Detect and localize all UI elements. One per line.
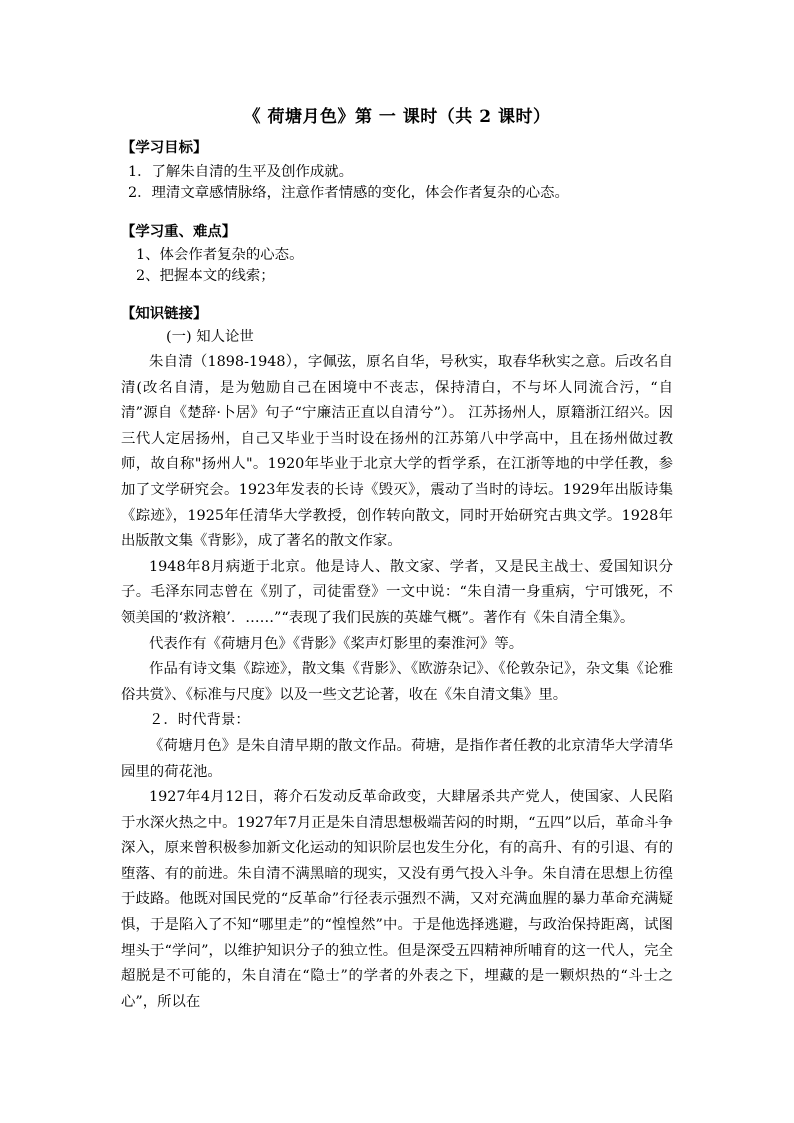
paragraph: 1948年8月病逝于北京。他是诗人、散文家、学者，又是民主战士、爱国知识分子。毛泽东同志曾在《别了，司徒雷登》一文中说：“朱自清一身重病，宁可饿死，不领美国的‘救济粮’．……”“表现了我们民族的英雄气概”。著作有《朱自清全集》。	[121, 558, 673, 626]
keypoint-item: 1、体会作者复杂的心态。	[136, 247, 304, 263]
objectives-heading: 【学习目标】	[121, 139, 208, 156]
document-body	[121, 350, 673, 1015]
keypoints-heading: 【学习重、难点】	[121, 223, 237, 240]
objective-item: 1．了解朱自清的生平及创作成就。	[128, 164, 354, 180]
keypoint-item: 2、把握本文的线索；	[136, 268, 275, 284]
document-title: 《 荷塘月色》第 一 课时（共 2 课时）	[243, 107, 551, 127]
paragraph: 朱自清（1898-1948），字佩弦，原名自华，号秋实，取春华秋实之意。后改名自清(改名自清，是为勉励自己在困境中不丧志，保持清白，不与坏人同流合污，“自清”源自《楚辞·卜居》句子“宁廉洁正直以自清兮”）。 江苏扬州人，原籍浙江绍兴。因三代人定居扬州，自己又毕业于当时设在扬州的江苏第八中学高中，且在扬州做过教师，故自称"扬州人"。1920年毕业于北京大学的哲学系，在江浙等地的中学任教，参加了文学研究会。1923年发表的长诗《毁灭》，震动了当时的诗坛。1929年出版诗集《踪迹》，1925年任清华大学教授，创作转向散文，同时开始研究古典文学。1928年出版散文集《背影》，成了著名的散文作家。	[121, 354, 673, 550]
section-heading: ２．时代背景：	[149, 712, 250, 729]
section-heading: (一) 知人论世	[166, 329, 254, 345]
paragraph: 作品有诗文集《踪迹》，散文集《背影》、《欧游杂记》、《伦敦杂记》，杂文集《论雅俗共赏》、《标准与尺度》以及一些文艺论著，收在《朱自清文集》里。	[121, 661, 673, 703]
paragraph: 代表作有《荷塘月色》《背影》《桨声灯影里的秦淮河》等。	[149, 635, 524, 652]
objective-item: 2．理清文章感情脉络，注意作者情感的变化，体会作者复杂的心态。	[128, 185, 569, 201]
paragraph: 《荷塘月色》是朱自清早期的散文作品。荷塘，是指作者任教的北京清华大学清华园里的荷花池。	[121, 737, 673, 780]
paragraph: 1927年4月12日，蒋介石发动反革命政变，大肆屠杀共产党人，使国家、人民陷于水深火热之中。1927年7月正是朱自清思想极端苦闷的时期，“五四”以后，革命斗争深入，原来曾积极参加新文化运动的知识阶层也发生分化，有的高升、有的引退、有的堕落、有的前进。朱自清不满黑暗的现实，又没有勇气投入斗争。朱自清在思想上彷徨于歧路。他既对国民党的“反革命”行径表示强烈不满，又对充满血腥的暴力革命充满疑惧，于是陷入了不知“哪里走”的“惶惶然”中。于是他选择逃避，与政治保持距离，试图埋头于“学问”，以维护知识分子的独立性。但是深受五四精神所哺育的这一代人，完全超脱是不可能的，朱自清在“隐士”的学者的外表之下，埋藏的是一颗炽热的“斗士之心”，所以在	[121, 789, 673, 1010]
knowledge-heading: 【知识链接】	[121, 305, 208, 322]
